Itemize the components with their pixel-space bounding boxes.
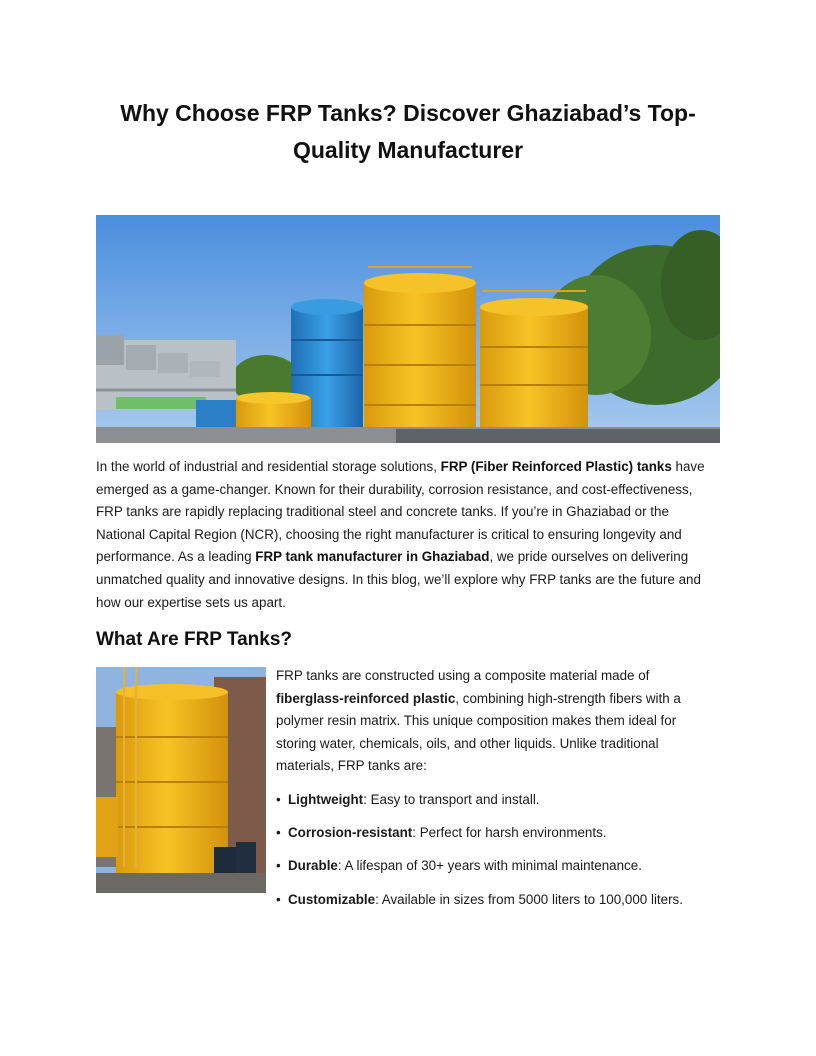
intro-text: , we pride ourselves on delivering unmatched quality and innovative designs. In this blog, we’ll explore why FRP tanks are the future and how our expertise sets us apart.	[96, 549, 701, 610]
feature-term: Corrosion-resistant	[288, 825, 413, 841]
section-emphasis-fiberglass: fiberglass-reinforced plastic	[276, 690, 456, 706]
list-item	[276, 789, 720, 812]
list-item	[276, 822, 720, 845]
feature-desc: : A lifespan of 30+ years with minimal maintenance.	[337, 858, 642, 874]
feature-desc: : Available in sizes from 5000 liters to 100,000 liters.	[375, 891, 683, 907]
section-text: , combining high-strength fibers with a polymer resin matrix. This unique composition makes them ideal for storing water, chemicals, oils, and other liquids. Unlike traditional materials, FRP tanks are:	[276, 690, 681, 774]
section-body	[276, 665, 720, 922]
bullet-icon: •	[276, 858, 281, 874]
intro-emphasis-frp-tanks: FRP (Fiber Reinforced Plastic) tanks	[440, 459, 672, 474]
feature-desc: : Easy to transport and install.	[363, 791, 540, 807]
bullet-icon: •	[276, 891, 281, 907]
section-heading: What Are FRP Tanks?	[96, 629, 293, 650]
bullet-icon: •	[276, 825, 281, 841]
page-title: Why Choose FRP Tanks? Discover Ghaziabad’s Top-Quality Manufacturer	[120, 100, 696, 163]
intro-emphasis-manufacturer: FRP tank manufacturer in Ghaziabad	[255, 549, 490, 565]
bullet-icon: •	[276, 791, 281, 807]
feature-term: Customizable	[288, 891, 376, 907]
feature-desc: : Perfect for harsh environments.	[412, 825, 607, 841]
list-item	[276, 855, 720, 878]
intro-text: In the world of industrial and residential storage solutions,	[96, 459, 441, 474]
side-image-frp-tank-ladder	[96, 667, 266, 893]
list-item	[276, 889, 720, 912]
feature-term: Durable	[288, 858, 338, 874]
hero-image-frp-tanks	[96, 215, 720, 443]
intro-text: have emerged as a game-changer. Known for their durability, corrosion resistance, and cost-effectiveness, FRP tanks are rapidly replacing traditional steel and concrete tanks. If you’re in Ghaziabad or the National Capital Region (NCR), choosing the right manufacturer is critical to ensuring longevity and performance. As a leading	[96, 459, 705, 565]
feature-term: Lightweight	[288, 791, 364, 807]
feature-list	[276, 789, 720, 911]
section-paragraph	[276, 665, 720, 778]
intro-paragraph	[96, 456, 720, 614]
section-text: FRP tanks are constructed using a composite material made of	[276, 668, 650, 683]
